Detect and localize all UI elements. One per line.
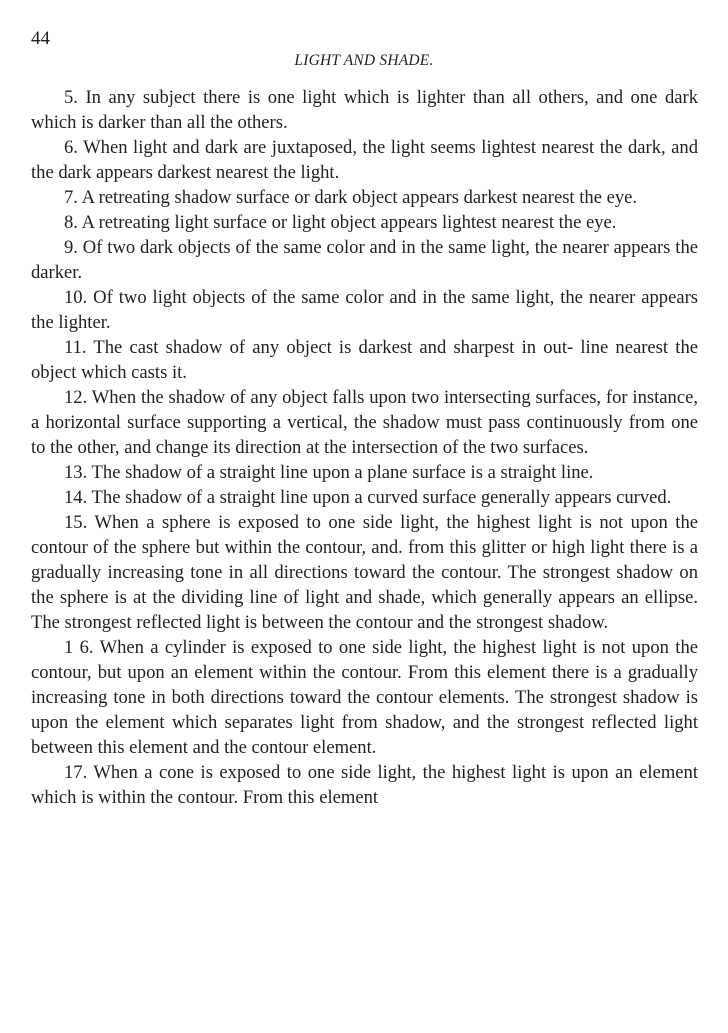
paragraph-14: 14. The shadow of a straight line upon a curved surface generally appears curved.: [64, 487, 672, 508]
page-number: 44: [31, 28, 50, 49]
paragraph-16: 1 6. When a cylinder is exposed to one side light, the highest light is not upon the contour, but upon an element within the contour. From this element there is a gradually increasing tone in both directions toward the contour elements. The strongest shadow is upon the element which separates light from shadow, and the strongest reflected light between this element and the contour element.: [31, 637, 698, 758]
body-text: [31, 85, 698, 810]
paragraph-7: 7. A retreating shadow surface or dark object appears darkest nearest the eye.: [64, 187, 638, 208]
paragraph-11: 11. The cast shadow of any object is darkest and sharpest in out- line nearest the object which casts it.: [31, 337, 698, 383]
paragraph-15: 15. When a sphere is exposed to one side light, the highest light is not upon the contour of the sphere but within the contour, and. from this glitter or high light there is a gradually increasing tone in all directions toward the contour. The strongest shadow on the sphere is at the dividing line of light and shade, which generally appears an ellipse. The strongest reflected light is between the contour and the strongest shadow.: [31, 512, 698, 633]
paragraph-10: 10. Of two light objects of the same color and in the same light, the nearer appears the lighter.: [31, 287, 698, 333]
paragraph-13: 13. The shadow of a straight line upon a plane surface is a straight line.: [64, 462, 594, 483]
running-head: [0, 51, 728, 71]
running-head-text: LIGHT AND SHADE.: [294, 52, 434, 69]
paragraph-5: 5. In any subject there is one light which is lighter than all others, and one dark which is darker than all the others.: [31, 87, 698, 133]
paragraph-8: 8. A retreating light surface or light object appears lightest nearest the eye.: [64, 212, 617, 233]
paragraph-9: 9. Of two dark objects of the same color and in the same light, the nearer appears the darker.: [31, 237, 698, 283]
paragraph-17: 17. When a cone is exposed to one side light, the highest light is upon an element which is within the contour. From this element: [31, 762, 698, 808]
paragraph-6: 6. When light and dark are juxtaposed, the light seems lightest nearest the dark, and the dark appears darkest nearest the light.: [31, 137, 698, 183]
paragraph-12: 12. When the shadow of any object falls upon two intersecting surfaces, for instance, a horizontal surface supporting a vertical, the shadow must pass continuously from one to the other, and change its direction at the intersection of the two surfaces.: [31, 387, 698, 458]
